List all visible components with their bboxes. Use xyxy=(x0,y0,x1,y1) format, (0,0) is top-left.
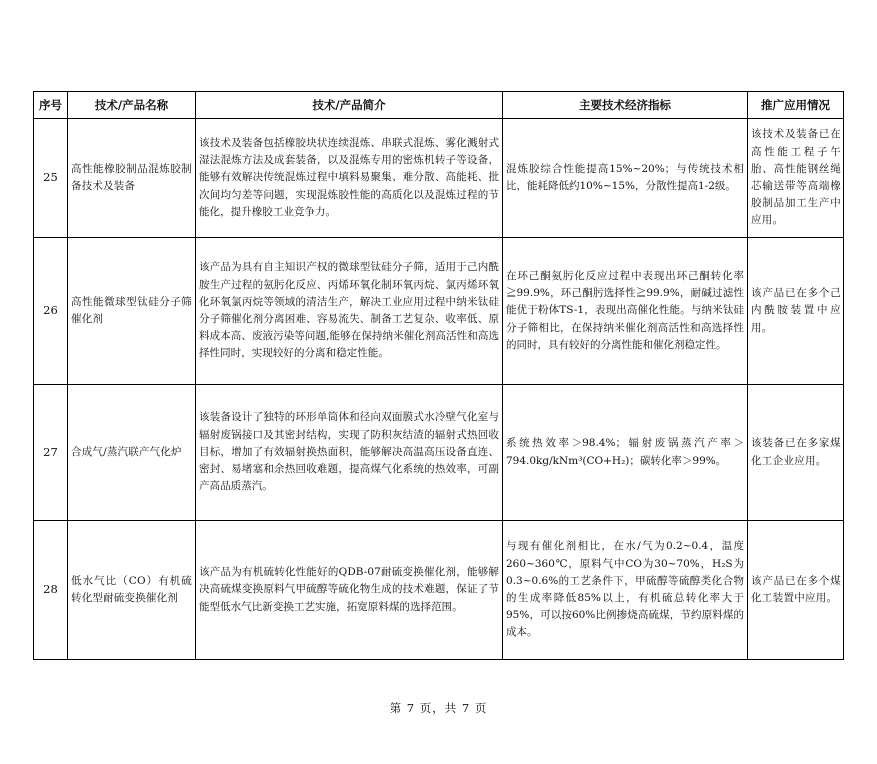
row-intro: 该技术及装备包括橡胶块状连续混炼、串联式混炼、雾化溅射式湿法混炼方法及成套装备，以及混炼专用的密炼机转子等设备，能够有效解决传统混炼过程中填料易聚集、难分散、高能耗、批次间均匀差等问题，实现混炼胶性能的高质化以及混炼过程的节能化，提升橡胶工业竞争力。 xyxy=(196,119,503,238)
table-header-row xyxy=(34,92,844,119)
header-seq: 序号 xyxy=(34,92,68,119)
row-application: 该产品已在多个己内酰胺装置中应用。 xyxy=(748,238,844,385)
row-name: 高性能橡胶制品混炼胶制备技术及装备 xyxy=(68,119,196,238)
row-number: 28 xyxy=(34,521,68,660)
row-indicators: 在环己酮氨肟化反应过程中表现出环己酮转化率≧99.9%，环己酮肟选择性≧99.9%，耐碱过滤性能优于粉体TS-1，表现出高催化性能。与纳米钛硅分子筛相比，在保持纳米催化剂高活性和高选择性的同时，具有较好的分离性能和催化剂稳定性。 xyxy=(503,238,748,385)
row-intro: 该产品为有机硫转化性能好的QDB-07耐硫变换催化剂，能够解决高硫煤变换原料气甲硫醇等硫化物生成的技术难题，保证了节能型低水气比新变换工艺实施，拓宽原料煤的选择范围。 xyxy=(196,521,503,660)
row-intro: 该装备设计了独特的环形单筒体和径向双面膜式水冷壁气化室与辐射废锅接口及其密封结构，实现了防积灰结渣的辐射式热回收目标，增加了有效辐射换热面积，能够解决高温高压设备直连、密封、易堵塞和余热回收难题，提高煤气化系统的热效率，可副产高品质蒸汽。 xyxy=(196,385,503,521)
row-number: 27 xyxy=(34,385,68,521)
row-application: 该产品已在多个煤化工装置中应用。 xyxy=(748,521,844,660)
row-application: 该装备已在多家煤化工企业应用。 xyxy=(748,385,844,521)
row-indicators: 系统热效率＞98.4%；辐射废锅蒸汽产率＞794.0kg/kNm³(CO+H₂)；碳转化率＞99%。 xyxy=(503,385,748,521)
row-number: 25 xyxy=(34,119,68,238)
row-name: 合成气/蒸汽联产气化炉 xyxy=(68,385,196,521)
table-row xyxy=(34,521,844,660)
table-row xyxy=(34,238,844,385)
table-row xyxy=(34,119,844,238)
table-row xyxy=(34,385,844,521)
row-name: 高性能微球型钛硅分子筛催化剂 xyxy=(68,238,196,385)
header-name: 技术/产品名称 xyxy=(68,92,196,119)
document-page xyxy=(33,91,843,660)
header-intro: 技术/产品简介 xyxy=(196,92,503,119)
row-intro: 该产品为具有自主知识产权的微球型钛硅分子筛，适用于己内酰胺生产过程的氨肟化反应、丙烯环氧化制环氧丙烷、氯丙烯环氧化环氧氯丙烷等领域的清洁生产，解决工业应用过程中纳米钛硅分子筛催化剂分离困难、容易流失、制备工艺复杂、收率低、原料成本高、废液污染等问题,能够在保持纳米催化剂高活性和高选择性同时，实现较好的分离和稳定性能。 xyxy=(196,238,503,385)
header-indicators: 主要技术经济指标 xyxy=(503,92,748,119)
row-number: 26 xyxy=(34,238,68,385)
row-indicators: 混炼胶综合性能提高15%~20%；与传统技术相比，能耗降低约10%~15%，分散性提高1-2级。 xyxy=(503,119,748,238)
row-name: 低水气比（CO）有机硫转化型耐硫变换催化剂 xyxy=(68,521,196,660)
row-indicators: 与现有催化剂相比，在水/气为0.2~0.4，温度260~360℃，原料气中CO为30~70%，H₂S为0.3~0.6%的工艺条件下，甲硫醇等硫醇类化合物的生成率降低85%以上，有机硫总转化率大于95%，可以按60%比例掺烧高硫煤，节约原料煤的成本。 xyxy=(503,521,748,660)
row-application: 该技术及装备已在高性能工程子午胎、高性能钢丝绳芯输送带等高端橡胶制品加工生产中应用。 xyxy=(748,119,844,238)
header-application: 推广应用情况 xyxy=(748,92,844,119)
page-footer: 第 7 页，共 7 页 xyxy=(389,701,488,715)
technology-table xyxy=(33,91,844,660)
